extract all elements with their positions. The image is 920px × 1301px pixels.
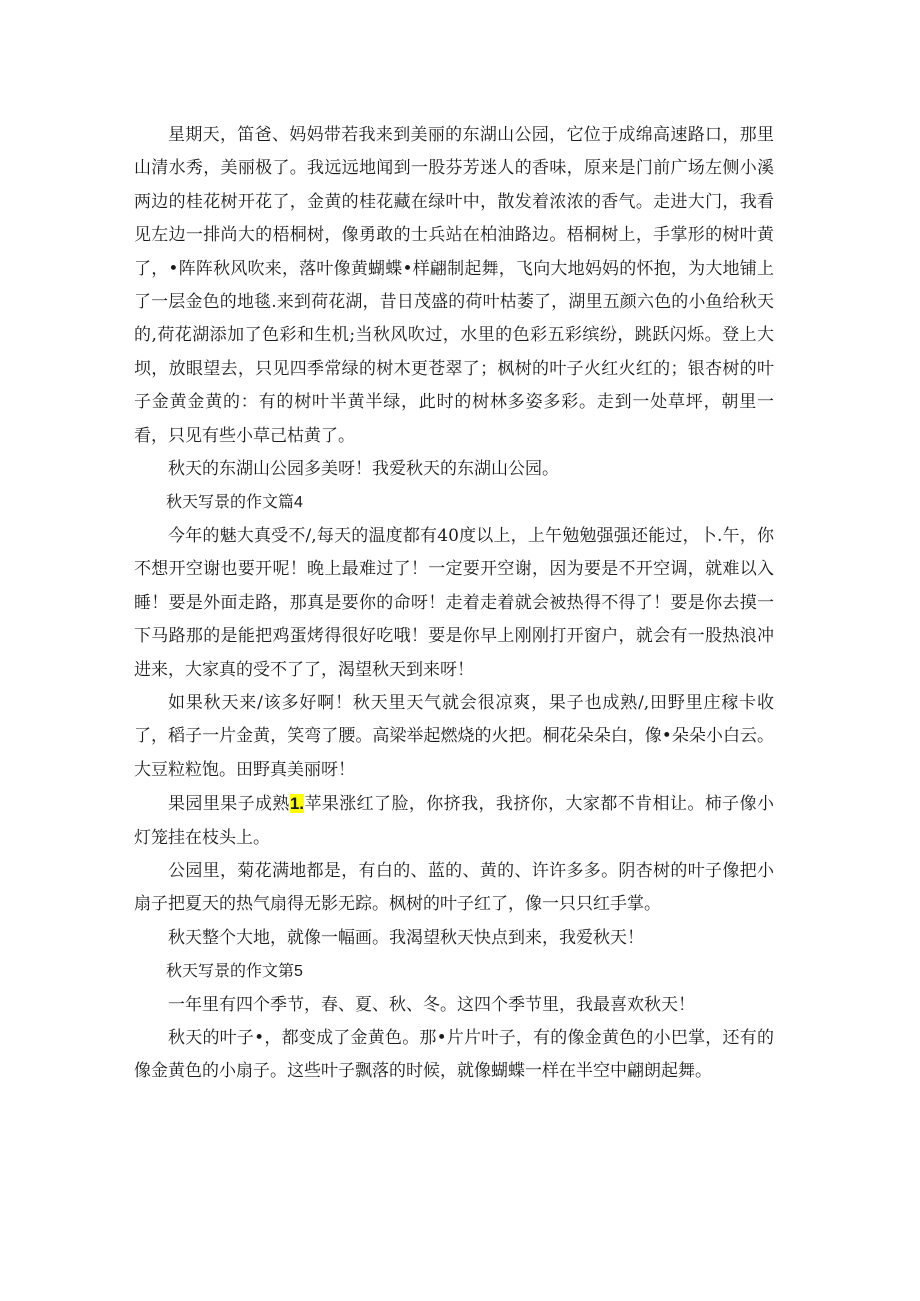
orchard-text-after: 苹果涨红了脸，你挤我，我挤你，大家都不肯相让。柿子像小灯笼挂在枝头上。 [134, 794, 774, 848]
orchard-text-before: 果园里果子成熟 [168, 794, 290, 815]
paragraph-hot-weather: 今年的魅大真受不/,每天的温度都有40度以上，上午勉勉强强还能过，卜.午，你不想开空谢也要开呢！晚上最难过了！一定要开空谢，因为要是不开空调，就难以入睡！要是外面走路，那真是要你的命呀！走着走着就会被热得不得了！要是你去摸一下马路那的是能把鸡蛋烤得很好吃哦！要是你早上刚刚打开窗户，就会有一股热浪冲进来，大家真的受不了了，渴望秋天到来呀！ [134, 525, 774, 680]
highlighted-marker: 1. [289, 794, 305, 814]
paragraph-chrysanthemum: 公园里，菊花满地都是，有白的、蓝的、黄的、许许多多。阴杏树的叶子像把小扇子把夏天的热气扇得无影无踪。枫树的叶子红了，像一只只红手掌。 [134, 860, 774, 915]
essay-heading-4: 秋天写景的作文篇4 [166, 494, 303, 512]
paragraph-autumn-leaves: 秋天的叶子•，都变成了金黄色。那•片片叶子，有的像金黄色的小巴掌，还有的像金黄色的小扇子。这些叶子飘落的时候，就像蝴蝶一样在半空中翩朗起舞。 [134, 1027, 774, 1082]
paragraph-painting: 秋天整个大地，就像一幅画。我渴望秋天快点到来，我爱秋天！ [168, 927, 644, 948]
paragraph-park-visit: 星期天，笛爸、妈妈带若我来到美丽的东湖山公园，它位于成绵高速路口，那里山清水秀，美丽极了。我远远地闻到一股芬芳迷人的香味，原来是门前广场左侧小溪两边的桂花树开花了，金黄的桂花藏在绿叶中，散发着浓浓的香气。走进大门，我看见左边一排尚大的梧桐树，像勇敢的士兵站在柏油路边。梧桐树上，手掌形的树叶黄了，•阵阵秋风吹来，落叶像黄蝴蝶•样翩制起舞，飞向大地妈妈的怀抱，为大地铺上了一层金色的地毯.来到荷花湖，昔日茂盛的荷叶枯萎了，湖里五颜六色的小鱼给秋天的,荷花湖添加了色彩和生机;当秋风吹过，水里的色彩五彩缤纷，跳跃闪烁。登上大坝，放眼望去，只见四季常绿的树木更苍翠了；枫树的叶子火红火红的；银杏树的叶子金黄金黄的：有的树叶半黄半绿，此时的树林多姿多彩。走到一处草坪，朝里一看，只见有些小草己枯黄了。 [134, 125, 774, 446]
essay-heading-5: 秋天写景的作文第5 [166, 963, 303, 981]
paragraph-seasons: 一年里有四个季节，春、夏、秋、冬。这四个季节里，我最喜欢秋天！ [168, 994, 695, 1015]
document-body [134, 119, 774, 1089]
paragraph-autumn-fields: 如果秋天来/该多好啊！秋天里天气就会很凉爽，果子也成熟/,田野里庄稼卡收了，稻子一片金黄，笑弯了腰。高梁举起燃烧的火把。桐花朵朵白，像•朵朵小白云。大豆粒粒饱。田野真美丽呀！ [134, 692, 774, 780]
paragraph-park-conclusion: 秋天的东湖山公园多美呀！我爱秋天的东湖山公园。 [168, 459, 559, 480]
paragraph-orchard [134, 787, 774, 855]
